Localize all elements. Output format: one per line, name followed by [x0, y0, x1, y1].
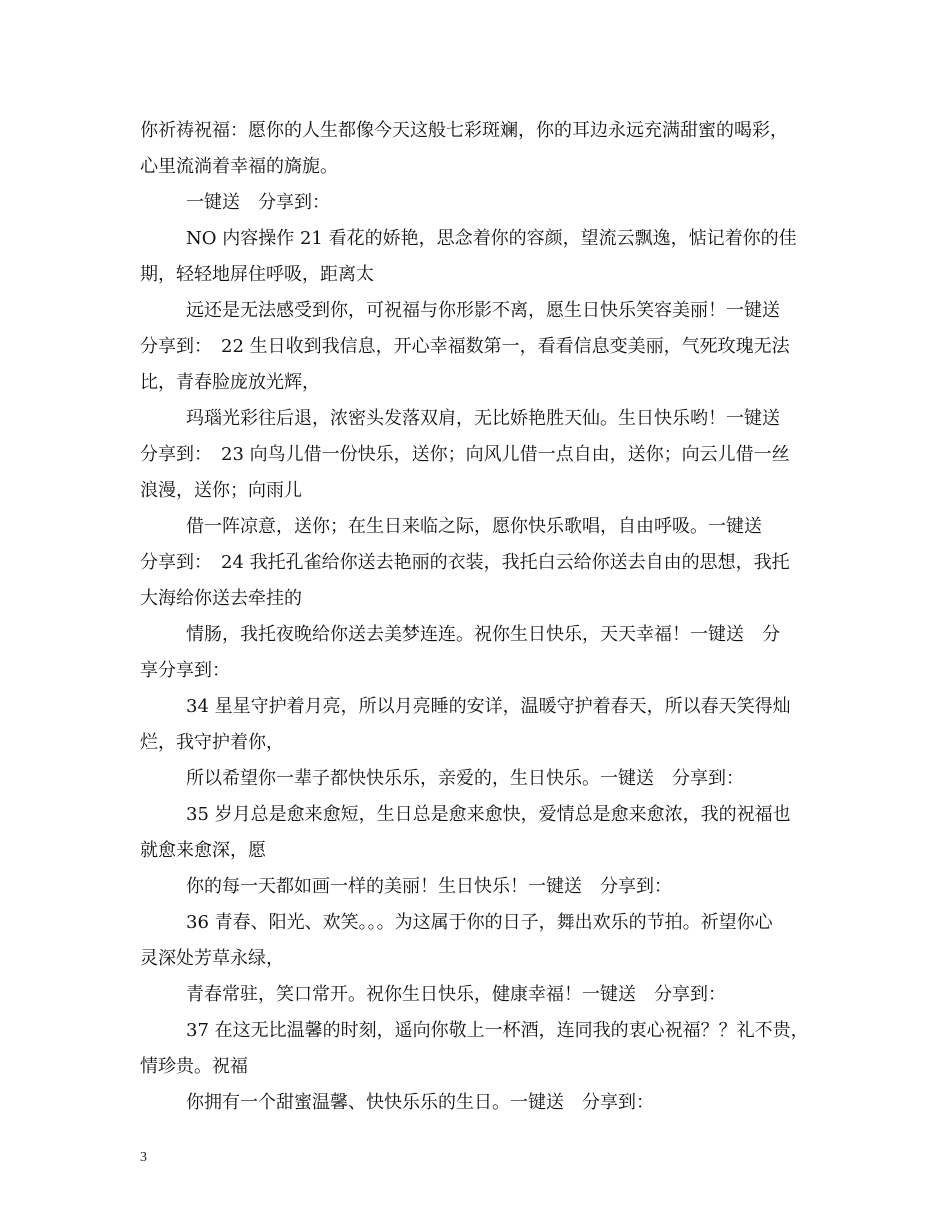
- text-line: 大海给你送去牵挂的: [140, 588, 302, 609]
- text-line: NO 内容操作 21 看花的娇艳，思念着你的容颜，望流云飘逸，惦记着你的佳: [186, 228, 797, 249]
- text-line: 一键送 分享到：: [186, 192, 330, 213]
- text-line: 35 岁月总是愈来愈短，生日总是愈来愈快，爱情总是愈来愈浓，我的祝福也: [186, 804, 791, 825]
- text-line: 所以希望你一辈子都快快乐乐，亲爱的，生日快乐。一键送 分享到：: [186, 768, 744, 789]
- text-line: 情珍贵。祝福: [140, 1056, 248, 1077]
- text-line: 灵深处芳草永绿，: [140, 948, 284, 969]
- text-line: 玛瑙光彩往后退，浓密头发落双肩，无比娇艳胜天仙。生日快乐哟！一键送: [186, 408, 780, 429]
- text-line: 心里流淌着幸福的旖旎。: [140, 156, 338, 177]
- text-line: 36 青春、阳光、欢笑。。。为这属于你的日子，舞出欢乐的节拍。祈望你心: [186, 912, 773, 933]
- page-number: 3: [140, 1150, 147, 1165]
- text-line: 享分享到：: [140, 660, 230, 681]
- text-line: 你祈祷祝福：愿你的人生都像今天这般七彩斑斓，你的耳边永远充满甜蜜的喝彩，: [140, 120, 788, 141]
- text-line: 远还是无法感受到你，可祝福与你形影不离，愿生日快乐笑容美丽！一键送: [186, 300, 780, 321]
- text-line: 37 在这无比温馨的时刻，遥向你敬上一杯酒，连同我的衷心祝福？？礼不贵，: [186, 1020, 809, 1041]
- text-line: 你的每一天都如画一样的美丽！生日快乐！一键送 分享到：: [186, 876, 672, 897]
- text-line: 分享到： 22 生日收到我信息，开心幸福数第一，看看信息变美丽，气死玫瑰无法: [140, 336, 790, 357]
- text-line: 借一阵凉意，送你；在生日来临之际，愿你快乐歌唱，自由呼吸。一键送: [186, 516, 762, 537]
- text-line: 分享到： 24 我托孔雀给你送去艳丽的衣装，我托白云给你送去自由的思想，我托: [140, 552, 790, 573]
- text-line: 分享到： 23 向鸟儿借一份快乐，送你；向风儿借一点自由，送你；向云儿借一丝: [140, 444, 790, 465]
- document-body: [140, 113, 830, 1121]
- text-line: 34 星星守护着月亮，所以月亮睡的安详，温暖守护着春天，所以春天笑得灿: [186, 696, 791, 717]
- text-line: 就愈来愈深，愿: [140, 840, 266, 861]
- text-line: 你拥有一个甜蜜温馨、快快乐乐的生日。一键送 分享到：: [186, 1092, 654, 1113]
- text-line: 烂，我守护着你，: [140, 732, 284, 753]
- text-line: 期，轻轻地屏住呼吸，距离太: [140, 264, 374, 285]
- text-line: 比，青春脸庞放光辉，: [140, 372, 320, 393]
- text-line: 情肠，我托夜晚给你送去美梦连连。祝你生日快乐，天天幸福！一键送 分: [186, 624, 780, 645]
- text-line: 青春常驻，笑口常开。祝你生日快乐，健康幸福！一键送 分享到：: [186, 984, 726, 1005]
- text-line: 浪漫，送你；向雨儿: [140, 480, 302, 501]
